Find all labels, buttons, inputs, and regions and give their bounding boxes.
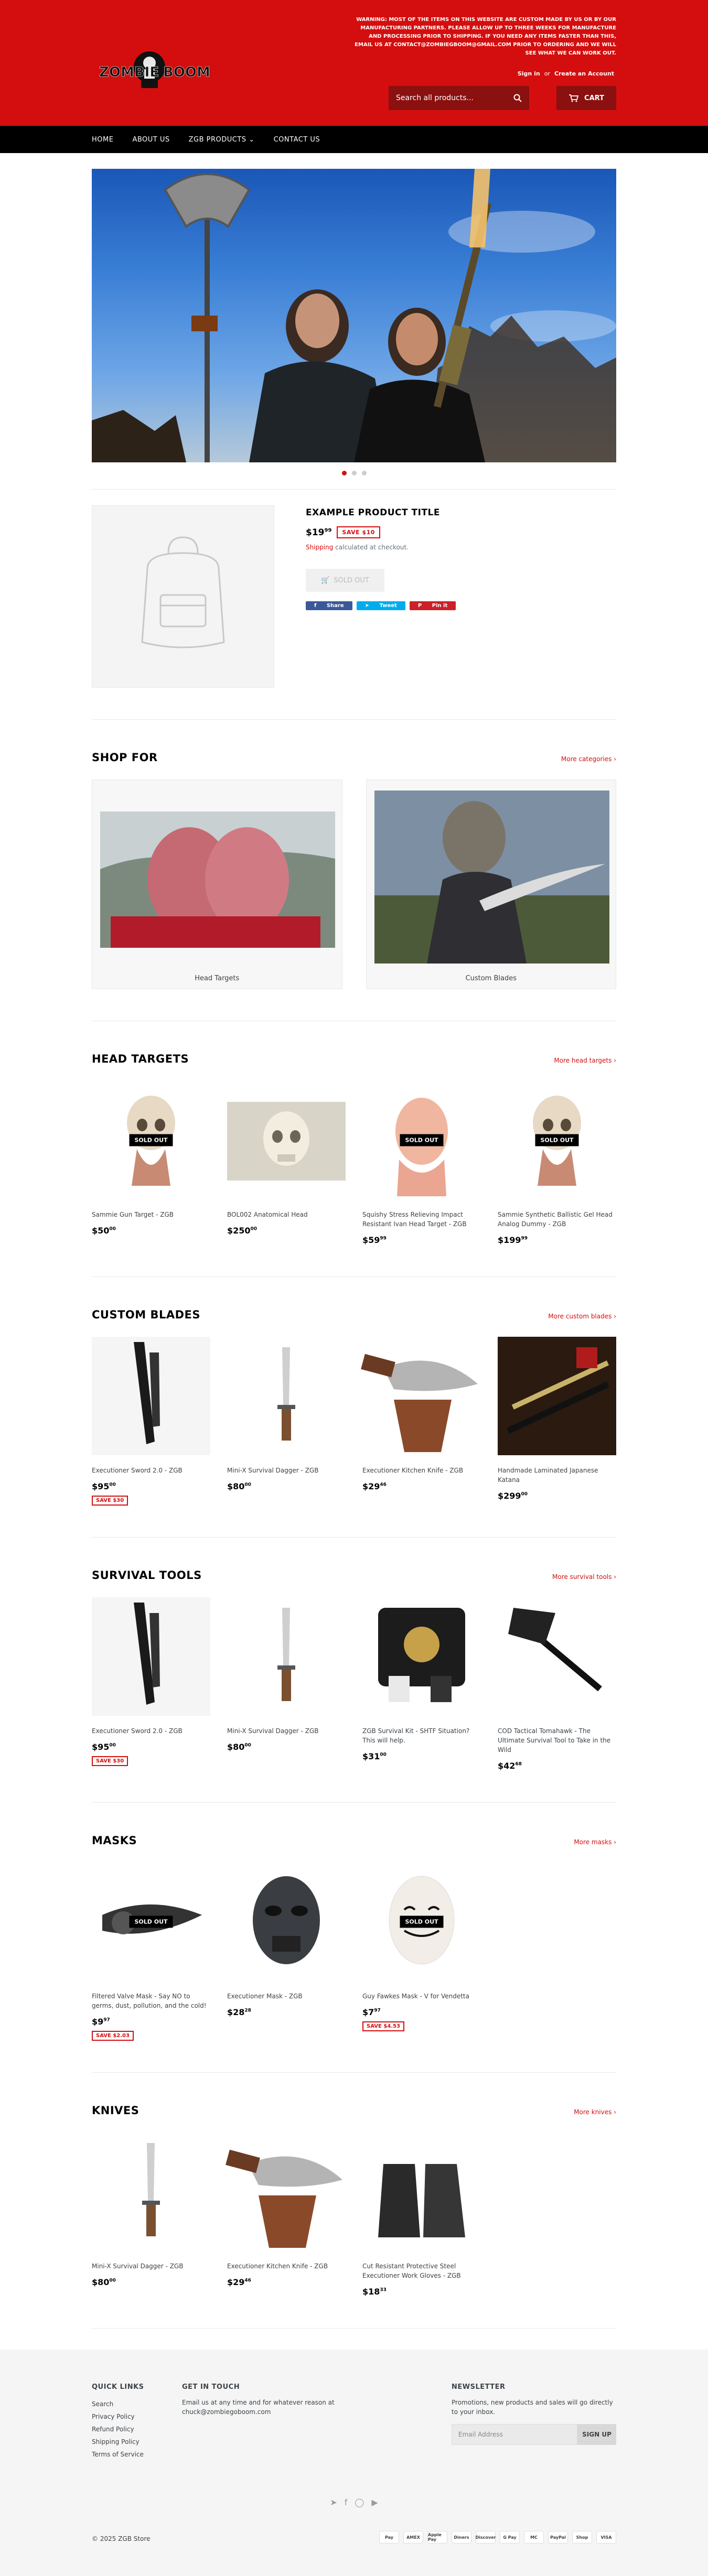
collection-image (100, 811, 335, 948)
price-cents: 68 (515, 1761, 522, 1767)
section-title: HEAD TARGETS (92, 1053, 189, 1065)
product-image[interactable] (498, 1597, 616, 1716)
footer-heading: GET IN TOUCH (182, 2383, 240, 2391)
price-cents: 97 (103, 2017, 110, 2023)
product-section (92, 1803, 616, 2072)
shipping-note (306, 544, 456, 551)
price-dollars: $80 (92, 2277, 110, 2287)
product-price (92, 1742, 210, 1752)
product-image[interactable] (227, 2133, 346, 2251)
product-image[interactable] (362, 1081, 481, 1199)
section-title: KNIVES (92, 2104, 140, 2117)
hero-slideshow-image[interactable] (92, 169, 616, 462)
save-badge: SAVE $30 (92, 1496, 128, 1506)
cart-button[interactable] (556, 86, 616, 110)
product-title[interactable]: Executioner Mask - ZGB (227, 1993, 303, 2000)
payment-icon: PayPal (548, 2531, 568, 2543)
product-card[interactable] (227, 1081, 346, 1245)
product-image[interactable] (92, 1597, 210, 1716)
sold-out-badge: SOLD OUT (400, 1134, 443, 1146)
payment-icons (379, 2531, 616, 2543)
sold-out-badge: SOLD OUT (400, 1916, 443, 1928)
section-divider (92, 2328, 616, 2329)
footer-heading: NEWSLETTER (452, 2383, 506, 2391)
section-header (92, 2104, 616, 2117)
product-image[interactable] (92, 2133, 210, 2251)
price-dollars: $42 (498, 1761, 516, 1771)
product-card[interactable] (362, 1863, 481, 2041)
product-image[interactable] (498, 1337, 616, 1455)
product-card[interactable] (92, 1337, 210, 1506)
svg-text:BOOM: BOOM (163, 64, 210, 80)
pin-label: Pin it (432, 603, 448, 609)
price-dollars: $80 (227, 1481, 245, 1491)
nav-home[interactable]: HOME (92, 135, 114, 144)
slide-dot-1[interactable] (342, 471, 347, 475)
price-cents: 99 (521, 1236, 528, 1241)
product-card[interactable] (227, 1597, 346, 1771)
product-title[interactable]: Handmade Laminated Japanese Katana (498, 1467, 598, 1484)
product-price (92, 1226, 210, 1236)
nav-contact-us[interactable]: CONTACT US (273, 135, 320, 144)
section-more-link[interactable]: More masks › (574, 1838, 616, 1846)
price-dollars: $199 (498, 1235, 521, 1245)
product-card[interactable] (362, 1081, 481, 1245)
product-price (227, 1742, 346, 1752)
product-title: EXAMPLE PRODUCT TITLE (306, 507, 440, 518)
save-badge: SAVE $30 (92, 1756, 128, 1766)
product-card[interactable] (227, 1863, 346, 2041)
product-section (92, 1277, 616, 1537)
price-dollars: $299 (498, 1491, 521, 1501)
price-dollars: $59 (362, 1235, 380, 1245)
product-image[interactable] (92, 1081, 210, 1199)
collection-label: Custom Blades (465, 975, 517, 982)
share-label: Share (326, 603, 344, 609)
footer-heading: QUICK LINKS (92, 2383, 144, 2391)
product-title[interactable]: Cut Resistant Protective Steel Executioner Work Gloves - ZGB (362, 2263, 461, 2279)
price-cents: 46 (244, 2278, 251, 2283)
slideshow-dots (92, 471, 616, 475)
product-card[interactable] (362, 2133, 481, 2297)
product-price (498, 1761, 616, 1771)
price-cents: 46 (380, 1482, 387, 1488)
product-card[interactable] (92, 1863, 210, 2041)
shipping-link[interactable]: Shipping (306, 544, 334, 551)
social-links (92, 2497, 616, 2507)
price-cents: 00 (250, 1226, 258, 1232)
price-cents: 00 (109, 1482, 116, 1488)
product-price (306, 527, 331, 538)
cart-icon (568, 94, 579, 102)
footer-link[interactable]: Privacy Policy (92, 2413, 135, 2420)
collection-card-custom-blades[interactable] (366, 780, 617, 989)
price-cents: 97 (374, 2008, 381, 2014)
collection-label: Head Targets (195, 975, 240, 982)
newsletter-email-input[interactable]: Email Address (452, 2424, 577, 2445)
collection-image (374, 791, 609, 964)
product-card[interactable] (498, 1597, 616, 1771)
section-header (92, 1053, 616, 1065)
product-title[interactable]: Executioner Sword 2.0 - ZGB (92, 1727, 183, 1735)
price-dollars: $80 (227, 1742, 245, 1752)
twitter-icon: ➤ (364, 603, 370, 609)
product-title[interactable]: Mini-X Survival Dagger - ZGB (92, 2263, 184, 2270)
tweet-label: Tweet (379, 603, 397, 609)
payment-icon: AMEX (403, 2531, 423, 2543)
product-price (227, 2277, 346, 2287)
product-title[interactable]: Executioner Sword 2.0 - ZGB (92, 1467, 183, 1474)
sold-out-label: SOLD OUT (334, 576, 369, 585)
product-image[interactable] (92, 1863, 210, 1981)
product-card[interactable] (92, 2133, 210, 2297)
sold-out-badge: SOLD OUT (129, 1916, 173, 1928)
product-price (498, 1235, 616, 1245)
price-cents: 99 (380, 1236, 387, 1241)
price-dollars: $95 (92, 1742, 110, 1752)
product-image[interactable] (362, 1337, 481, 1455)
facebook-icon[interactable]: f (344, 2497, 348, 2507)
warning-notice: WARNING: MOST OF THE ITEMS ON THIS WEBSITE ARE CUSTOM MADE BY US OR BY OUR MANUFACTURING PARTNERS. PLEASE ALLOW UP TO THREE WEEKS FOR MANUFACTURE AND PROCESSING PRIOR TO SHIPPING. IF YOU NEED ANY ITEMS FASTER THAN THIS, EMAIL US AT CONTACT@ZOMBIEGBOOM@GMAIL.COM PRIOR TO ORDERING AND WE WILL SEE WHAT WE CAN WORK OUT. (355, 17, 616, 56)
search-icon[interactable] (513, 94, 522, 102)
section-title: CUSTOM BLADES (92, 1308, 201, 1321)
price-dollars: $29 (362, 1481, 380, 1491)
product-title[interactable]: BOL002 Anatomical Head (227, 1211, 308, 1218)
product-price (227, 2007, 346, 2017)
product-grid (92, 1597, 616, 1771)
cart-icon: 🛒 (321, 576, 330, 585)
product-grid (92, 1863, 616, 2041)
nav-about-us[interactable]: ABOUT US (132, 135, 170, 144)
payment-icon: Pay (379, 2531, 399, 2543)
or-text: or (544, 70, 550, 77)
product-sections (0, 1021, 708, 2329)
product-title[interactable]: Sammie Gun Target - ZGB (92, 1211, 174, 1218)
svg-text:ZOMBIE: ZOMBIE (99, 64, 159, 80)
payment-icon: Apple Pay (427, 2531, 447, 2543)
footer-link[interactable]: Refund Policy (92, 2426, 134, 2433)
product-card[interactable] (227, 2133, 346, 2297)
more-categories-link[interactable]: More categories › (561, 755, 616, 763)
product-price (362, 2007, 481, 2017)
section-more-link[interactable]: More survival tools › (552, 1573, 616, 1581)
product-title[interactable]: Executioner Kitchen Knife - ZGB (362, 1467, 464, 1474)
sign-in-link[interactable]: Sign in (517, 70, 540, 77)
newsletter-text: Promotions, new products and sales will go directly to your inbox. (452, 2399, 613, 2416)
twitter-icon[interactable]: ➤ (330, 2497, 337, 2507)
product-price (227, 1481, 346, 1491)
slide-dot-3[interactable] (362, 471, 367, 475)
payment-icon: Discover (476, 2531, 496, 2543)
facebook-icon: f (314, 603, 317, 609)
section-header (92, 1834, 616, 1847)
product-section (92, 2073, 616, 2328)
product-price (92, 1481, 210, 1491)
product-price (362, 2287, 481, 2297)
facebook-share-button[interactable] (306, 601, 352, 610)
product-image[interactable] (92, 1337, 210, 1455)
product-title[interactable]: Filtered Valve Mask - Say NO to germs, dust, pollution, and the cold! (92, 1993, 207, 2009)
instagram-icon[interactable]: ◯ (355, 2497, 364, 2507)
product-title[interactable]: Executioner Kitchen Knife - ZGB (227, 2263, 328, 2270)
section-header (92, 1569, 616, 1582)
price-dollars: $250 (227, 1226, 251, 1236)
price-cents: 28 (244, 2008, 251, 2014)
product-card[interactable] (92, 1597, 210, 1771)
price-cents: 00 (109, 1742, 116, 1748)
section-more-link[interactable]: More custom blades › (548, 1313, 616, 1320)
product-card[interactable] (362, 1597, 481, 1771)
product-section (92, 1021, 616, 1276)
price-dollars: $9 (92, 2017, 104, 2027)
save-badge: SAVE $2.03 (92, 2031, 134, 2041)
price-dollars: $7 (362, 2007, 374, 2017)
account-links (516, 70, 616, 77)
product-title[interactable]: Sammie Synthetic Ballistic Gel Head Analog Dummy - ZGB (498, 1211, 613, 1228)
section-more-link[interactable]: More knives › (574, 2108, 616, 2116)
product-image[interactable] (227, 1597, 346, 1716)
slide-dot-2[interactable] (352, 471, 357, 475)
chevron-down-icon: ⌄ (249, 135, 255, 144)
product-card[interactable] (227, 1337, 346, 1506)
section-title: SURVIVAL TOOLS (92, 1569, 202, 1582)
product-image[interactable] (362, 1597, 481, 1716)
product-image[interactable] (362, 2133, 481, 2251)
nav-zgb-products[interactable] (189, 136, 255, 144)
product-info (306, 505, 456, 688)
section-more-link[interactable]: More head targets › (554, 1057, 616, 1064)
footer-link[interactable]: Terms of Service (92, 2451, 144, 2458)
payment-icon: MC (524, 2531, 544, 2543)
price-dollars: $95 (92, 1481, 110, 1491)
product-title[interactable]: Guy Fawkes Mask - V for Vendetta (362, 1993, 469, 2000)
price-dollars: $28 (227, 2007, 245, 2017)
footer-link[interactable]: Search (92, 2400, 114, 2408)
product-title[interactable]: Mini-X Survival Dagger - ZGB (227, 1467, 319, 1474)
product-card[interactable] (92, 1081, 210, 1245)
product-card[interactable] (498, 1081, 616, 1245)
product-price (92, 2017, 210, 2027)
save-badge: SAVE $4.53 (362, 2021, 404, 2031)
payment-icon: VISA (596, 2531, 616, 2543)
price-dollars: $18 (362, 2287, 380, 2297)
product-image[interactable] (227, 1337, 346, 1455)
search-bar[interactable] (389, 86, 529, 110)
product-card[interactable] (362, 1337, 481, 1506)
pinterest-pin-button[interactable] (410, 601, 456, 610)
site-footer (0, 2350, 708, 2576)
pinterest-icon: P (417, 603, 422, 609)
product-title[interactable]: Mini-X Survival Dagger - ZGB (227, 1727, 319, 1735)
payment-icon: G Pay (500, 2531, 520, 2543)
nav-zgb-products-label: ZGB PRODUCTS (188, 135, 246, 144)
product-title[interactable]: COD Tactical Tomahawk - The Ultimate Survival Tool to Take in the Wild (498, 1727, 611, 1754)
search-input[interactable]: Search all products... (396, 94, 474, 102)
product-image[interactable] (498, 1081, 616, 1199)
product-placeholder-image[interactable] (92, 505, 274, 688)
product-price (498, 1491, 616, 1501)
youtube-icon[interactable]: ▶ (371, 2497, 378, 2507)
product-price (362, 1235, 481, 1245)
create-account-link[interactable]: Create an Account (554, 70, 614, 77)
product-grid (92, 2133, 616, 2297)
sold-out-badge: SOLD OUT (129, 1134, 173, 1146)
price-dollars: $19 (306, 527, 325, 538)
section-title: MASKS (92, 1834, 137, 1847)
product-price (92, 2277, 210, 2287)
collection-card-head-targets[interactable] (92, 780, 342, 989)
price-dollars: $50 (92, 1226, 110, 1236)
shop-for-section (92, 720, 616, 1021)
product-grid (92, 1337, 616, 1506)
footer-contact-text: Email us at any time and for whatever reason at chuck@zombiegoboom.com (182, 2399, 335, 2416)
price-cents: 00 (109, 2278, 116, 2283)
price-cents: 33 (380, 2287, 387, 2293)
site-header (0, 0, 708, 126)
product-title[interactable]: ZGB Survival Kit - SHTF Situation? This will help. (362, 1727, 470, 1744)
price-dollars: $31 (362, 1751, 380, 1761)
newsletter-signup-button[interactable]: SIGN UP (577, 2424, 616, 2445)
main-nav (0, 126, 708, 153)
twitter-tweet-button[interactable] (357, 601, 405, 610)
price-dollars: $29 (227, 2277, 245, 2287)
footer-newsletter (452, 2381, 616, 2445)
payment-icon: Diners (452, 2531, 471, 2543)
sold-out-button[interactable] (306, 569, 384, 592)
footer-get-in-touch (182, 2381, 339, 2417)
shipping-text: calculated at checkout. (335, 544, 409, 551)
product-price (362, 1481, 481, 1491)
footer-link[interactable]: Shipping Policy (92, 2438, 140, 2445)
product-price (362, 1751, 481, 1761)
product-title[interactable]: Squishy Stress Relieving Impact Resistant Ivan Head Target - ZGB (362, 1211, 467, 1228)
price-cents: 00 (244, 1482, 251, 1488)
price-cents: 00 (244, 1742, 251, 1748)
price-cents: 00 (380, 1752, 387, 1758)
price-cents: 99 (324, 527, 332, 533)
sold-out-badge: SOLD OUT (535, 1134, 578, 1146)
save-badge: SAVE $10 (337, 526, 380, 538)
section-title: SHOP FOR (92, 751, 158, 764)
price-cents: 00 (521, 1491, 528, 1497)
product-section (92, 1538, 616, 1802)
copyright: © 2025 ZGB Store (92, 2535, 151, 2542)
product-image[interactable] (227, 1863, 346, 1981)
featured-product (92, 490, 616, 719)
product-image[interactable] (227, 1081, 346, 1199)
price-cents: 00 (109, 1226, 116, 1232)
product-grid (92, 1081, 616, 1245)
cart-label: CART (584, 94, 604, 102)
footer-quick-links (92, 2381, 144, 2461)
product-card[interactable] (498, 1337, 616, 1506)
product-price (227, 1226, 346, 1236)
social-share (306, 601, 456, 610)
site-logo[interactable] (97, 44, 210, 94)
payment-icon: Shop (572, 2531, 592, 2543)
section-header (92, 1308, 616, 1321)
product-image[interactable] (362, 1863, 481, 1981)
